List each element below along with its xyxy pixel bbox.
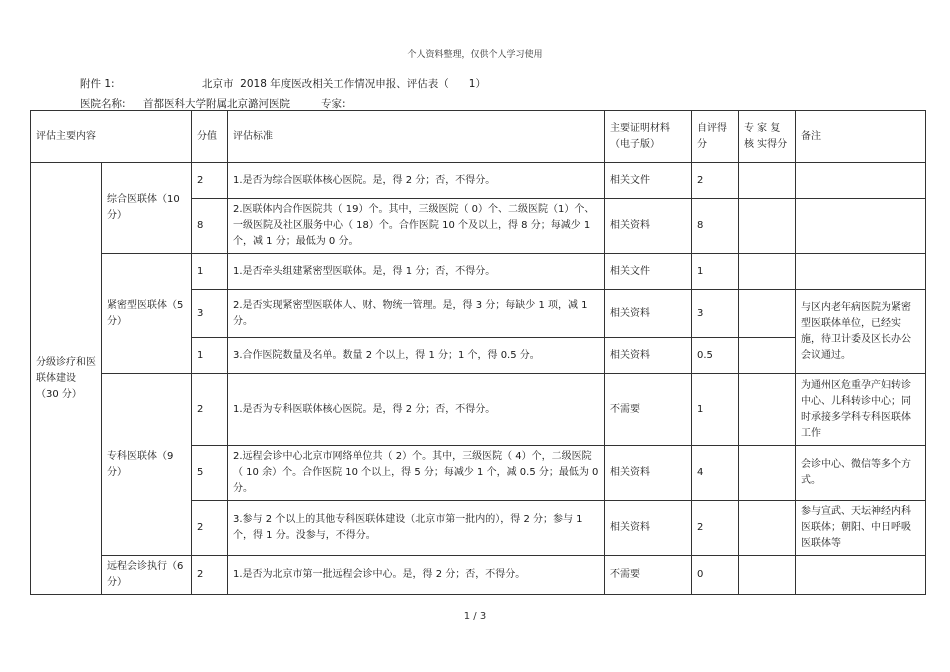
note-cell: 为通州区危重孕产妇转诊中心、儿科转诊中心；同时承接多学科专科医联体工作	[796, 374, 926, 446]
note-cell	[796, 199, 926, 254]
score-cell: 1	[192, 338, 228, 374]
doc-title-line	[80, 76, 486, 91]
expert-score-cell	[739, 290, 796, 338]
expert-score-cell	[739, 254, 796, 290]
self-score-cell: 2	[692, 501, 739, 556]
self-score-cell: 3	[692, 290, 739, 338]
score-cell: 8	[192, 199, 228, 254]
hospital-label: 医院名称:	[80, 98, 126, 110]
expert-score-cell	[739, 556, 796, 595]
section-name: 远程会诊执行（6 分）	[102, 556, 192, 595]
table-header-row	[31, 111, 926, 163]
standard-cell: 2.是否实现紧密型医联体人、财、物统一管理。是，得 3 分；每缺少 1 项，减 1 分。	[228, 290, 605, 338]
header-self-score: 自评得分	[692, 111, 739, 163]
evidence-cell: 相关资料	[605, 199, 692, 254]
standard-cell: 1.是否为综合医联体核心医院。是，得 2 分；否，不得分。	[228, 163, 605, 199]
standard-cell: 2.医联体内合作医院共（ 19）个。其中，三级医院（ 0）个、二级医院（1）个、一级医院及社区服务中心（ 18）个。合作医院 10 个及以上，得 8 分；每减少 1 个，减 1 分；最低为 0 分。	[228, 199, 605, 254]
hospital-line	[80, 96, 346, 111]
section-name: 专科医联体（9 分）	[102, 374, 192, 556]
attachment-label: 附件 1:	[80, 78, 115, 90]
note-cell	[796, 556, 926, 595]
category-cell: 分级诊疗和医联体建设（30 分）	[31, 163, 102, 595]
note-cell: 参与宣武、天坛神经内科医联体；朝阳、中日呼吸医联体等	[796, 501, 926, 556]
table-row	[31, 374, 926, 446]
score-cell: 2	[192, 163, 228, 199]
score-cell: 5	[192, 446, 228, 501]
self-score-cell: 4	[692, 446, 739, 501]
table-row	[31, 254, 926, 290]
note-cell: 与区内老年病医院为紧密型医联体单位，已经实施，待卫计委及区长办公会议通过。	[796, 290, 926, 374]
evidence-cell: 不需要	[605, 556, 692, 595]
evidence-cell: 相关文件	[605, 163, 692, 199]
evaluation-table	[30, 110, 926, 595]
header-expert-score: 专 家 复 核 实得分	[739, 111, 796, 163]
section-name: 综合医联体（10 分）	[102, 163, 192, 254]
self-score-cell: 0.5	[692, 338, 739, 374]
score-cell: 3	[192, 290, 228, 338]
evidence-cell: 相关文件	[605, 254, 692, 290]
section-name: 紧密型医联体（5 分）	[102, 254, 192, 374]
evidence-cell: 相关资料	[605, 446, 692, 501]
header-evidence: 主要证明材料（电子版）	[605, 111, 692, 163]
expert-score-cell	[739, 338, 796, 374]
self-score-cell: 8	[692, 199, 739, 254]
page-number: 1 / 3	[463, 611, 487, 622]
self-score-cell: 1	[692, 374, 739, 446]
expert-score-cell	[739, 163, 796, 199]
header-note: 备注	[796, 111, 926, 163]
evidence-cell: 不需要	[605, 374, 692, 446]
table-row	[31, 163, 926, 199]
hospital-name: 首都医科大学附属北京潞河医院	[143, 98, 290, 110]
score-cell: 2	[192, 556, 228, 595]
table-row	[31, 556, 926, 595]
standard-cell: 3.合作医院数量及名单。数量 2 个以上，得 1 分；1 个，得 0.5 分。	[228, 338, 605, 374]
form-title: 北京市 2018 年度医改相关工作情况申报、评估表（ 1）	[202, 78, 486, 90]
score-cell: 2	[192, 501, 228, 556]
expert-score-cell	[739, 374, 796, 446]
score-cell: 1	[192, 254, 228, 290]
self-score-cell: 1	[692, 254, 739, 290]
expert-score-cell	[739, 446, 796, 501]
header-content: 评估主要内容	[31, 111, 192, 163]
expert-label: 专家:	[321, 98, 346, 110]
expert-score-cell	[739, 199, 796, 254]
evidence-cell: 相关资料	[605, 338, 692, 374]
standard-cell: 1.是否为专科医联体核心医院。是，得 2 分；否，不得分。	[228, 374, 605, 446]
note-cell: 会诊中心、微信等多个方式。	[796, 446, 926, 501]
standard-cell: 1.是否牵头组建紧密型医联体。是，得 1 分；否，不得分。	[228, 254, 605, 290]
expert-score-cell	[739, 501, 796, 556]
header-standard: 评估标准	[228, 111, 605, 163]
score-cell: 2	[192, 374, 228, 446]
standard-cell: 3.参与 2 个以上的其他专科医联体建设（北京市第一批内的），得 2 分；参与 1 个，得 1 分。没参与，不得分。	[228, 501, 605, 556]
note-cell	[796, 254, 926, 290]
standard-cell: 2.远程会诊中心北京市网络单位共（ 2）个。其中，三级医院（ 4）个，二级医院（ 10 余）个。合作医院 10 个以上，得 5 分；每减少 1 个，减 0.5 分；最低为 0 分。	[228, 446, 605, 501]
header-score: 分值	[192, 111, 228, 163]
page-header: 个人资料整理，仅供个人学习使用	[407, 50, 543, 60]
self-score-cell: 0	[692, 556, 739, 595]
evidence-cell: 相关资料	[605, 290, 692, 338]
note-cell	[796, 163, 926, 199]
evidence-cell: 相关资料	[605, 501, 692, 556]
standard-cell: 1.是否为北京市第一批远程会诊中心。是，得 2 分；否，不得分。	[228, 556, 605, 595]
self-score-cell: 2	[692, 163, 739, 199]
